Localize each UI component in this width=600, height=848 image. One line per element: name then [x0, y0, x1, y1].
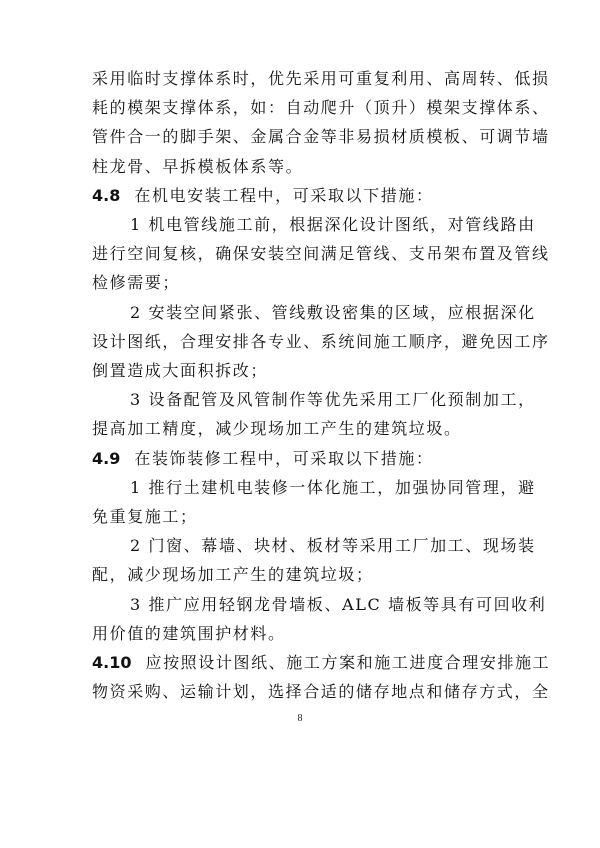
paragraph-line: 柱龙骨、早拆模板体系等。	[92, 156, 304, 176]
section-heading-4-10	[92, 652, 551, 674]
list-item-line: 1 机电管线施工前，根据深化设计图纸，对管线路由	[130, 215, 536, 234]
paragraph-line: 提高加工精度，减少现场加工产生的建筑垃圾。	[92, 419, 462, 439]
paragraph-line: 进行空间复核，确保安装空间满足管线、支吊架布置及管线	[92, 244, 550, 264]
list-item-line: 3 设备配管及风管制作等优先采用工厂化预制加工，	[130, 390, 536, 410]
page-number: 8	[297, 713, 303, 725]
list-item-line: 3 推广应用轻钢龙骨墙板、ALC 墙板等具有可回收利	[130, 594, 547, 614]
section-heading-4-9	[92, 448, 522, 470]
paragraph-line: 免重复施工；	[92, 507, 198, 526]
paragraph-line: 配，减少现场加工产生的建筑垃圾；	[92, 565, 374, 585]
list-item-line: 2 安装空间紧张、管线敷设密集的区域，应根据深化	[130, 302, 536, 322]
paragraph-line: 物资采购、运输计划，选择合适的储存地点和储存方式，全	[92, 682, 550, 702]
section-heading-text: 应按照设计图纸、施工方案和施工进度合理安排施工	[145, 653, 551, 672]
section-heading-text: 在装饰装修工程中，可采取以下措施：	[134, 448, 434, 468]
paragraph-line: 耗的模架支撑体系，如：自动爬升（顶升）模架支撑体系、	[92, 98, 550, 118]
section-number: 4.8	[92, 185, 121, 205]
paragraph-line: 管件合一的脚手架、金属合金等非易损材质模板、可调节墙	[92, 127, 550, 147]
paragraph-line: 设计图纸，合理安排各专业、系统间施工顺序，避免因工序	[92, 331, 550, 351]
paragraph-line: 用价值的建筑围护材料。	[92, 623, 286, 643]
section-heading-text: 在机电安装工程中，可采取以下措施：	[134, 185, 434, 205]
list-item-line: 2 门窗、幕墙、块材、板材等采用工厂加工、现场装	[130, 536, 536, 556]
list-item-line: 1 推行土建机电装修一体化施工，加强协同管理，避	[130, 477, 536, 497]
section-number: 4.9	[92, 448, 121, 468]
paragraph-line: 检修需要；	[92, 273, 181, 293]
paragraph-line: 采用临时支撑体系时，优先采用可重复利用、高周转、低损	[92, 69, 550, 88]
section-heading-4-8	[92, 185, 522, 207]
section-number: 4.10	[92, 653, 132, 672]
paragraph-line: 倒置造成大面积拆改；	[92, 361, 269, 380]
